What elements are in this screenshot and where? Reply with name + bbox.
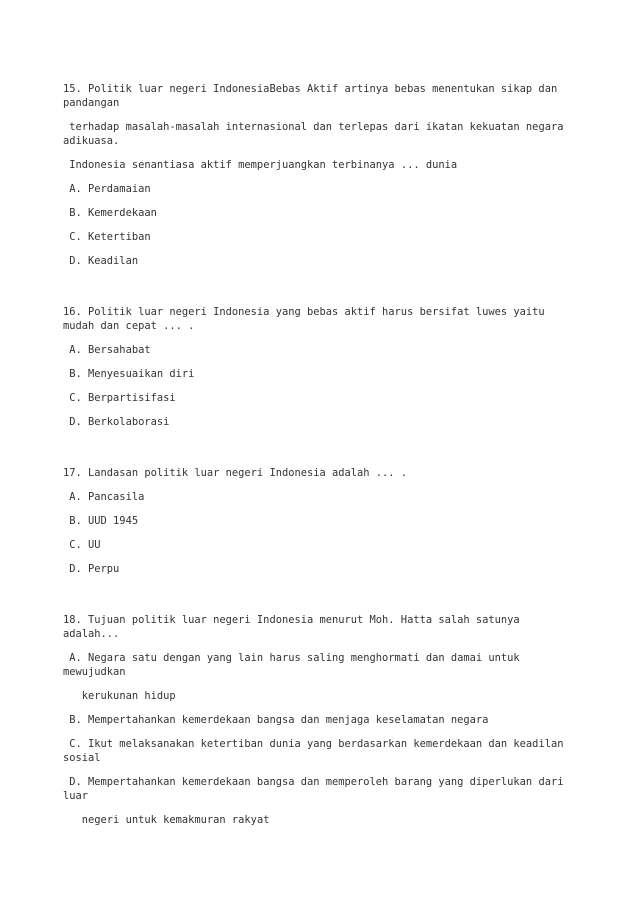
document-page	[63, 82, 593, 827]
option-c: C. Ikut melaksanakan ketertiban dunia yang berdasarkan kemerdekaan dan keadilan sosial	[63, 738, 564, 764]
option-b: B. Menyesuaikan diri	[63, 368, 195, 380]
question-stem: Indonesia senantiasa aktif memperjuangkan terbinanya ... dunia	[63, 159, 458, 171]
question-16	[63, 305, 593, 429]
question-stem: 18. Tujuan politik luar negeri Indonesia menurut Moh. Hatta salah satunya adalah...	[63, 614, 520, 640]
option-c: C. Berpartisifasi	[63, 392, 176, 404]
option-b: B. Kemerdekaan	[63, 207, 157, 219]
option-a: A. Bersahabat	[63, 344, 151, 356]
option-d: D. Berkolaborasi	[63, 416, 170, 428]
question-15	[63, 82, 593, 268]
option-a: A. Negara satu dengan yang lain harus saling menghormati dan damai untuk mewujudkan	[63, 652, 520, 678]
option-d-continuation: negeri untuk kemakmuran rakyat	[63, 814, 270, 826]
question-stem: 16. Politik luar negeri Indonesia yang bebas aktif harus bersifat luwes yaitu mudah dan cepat ... .	[63, 306, 545, 332]
option-c: C. UU	[63, 539, 101, 551]
option-d: D. Mempertahankan kemerdekaan bangsa dan memperoleh barang yang diperlukan dari luar	[63, 776, 564, 802]
question-18	[63, 613, 593, 827]
question-stem: terhadap masalah-masalah internasional dan terlepas dari ikatan kekuatan negara adikuasa.	[63, 121, 564, 147]
question-17	[63, 466, 593, 576]
option-c: C. Ketertiban	[63, 231, 151, 243]
option-a: A. Pancasila	[63, 491, 145, 503]
question-stem: 15. Politik luar negeri IndonesiaBebas Aktif artinya bebas menentukan sikap dan pandangan	[63, 83, 558, 109]
option-b: B. UUD 1945	[63, 515, 139, 527]
option-a-continuation: kerukunan hidup	[63, 690, 176, 702]
option-d: D. Keadilan	[63, 255, 139, 267]
option-a: A. Perdamaian	[63, 183, 151, 195]
question-stem: 17. Landasan politik luar negeri Indonesia adalah ... .	[63, 467, 408, 479]
option-b: B. Mempertahankan kemerdekaan bangsa dan menjaga keselamatan negara	[63, 714, 489, 726]
option-d: D. Perpu	[63, 563, 120, 575]
